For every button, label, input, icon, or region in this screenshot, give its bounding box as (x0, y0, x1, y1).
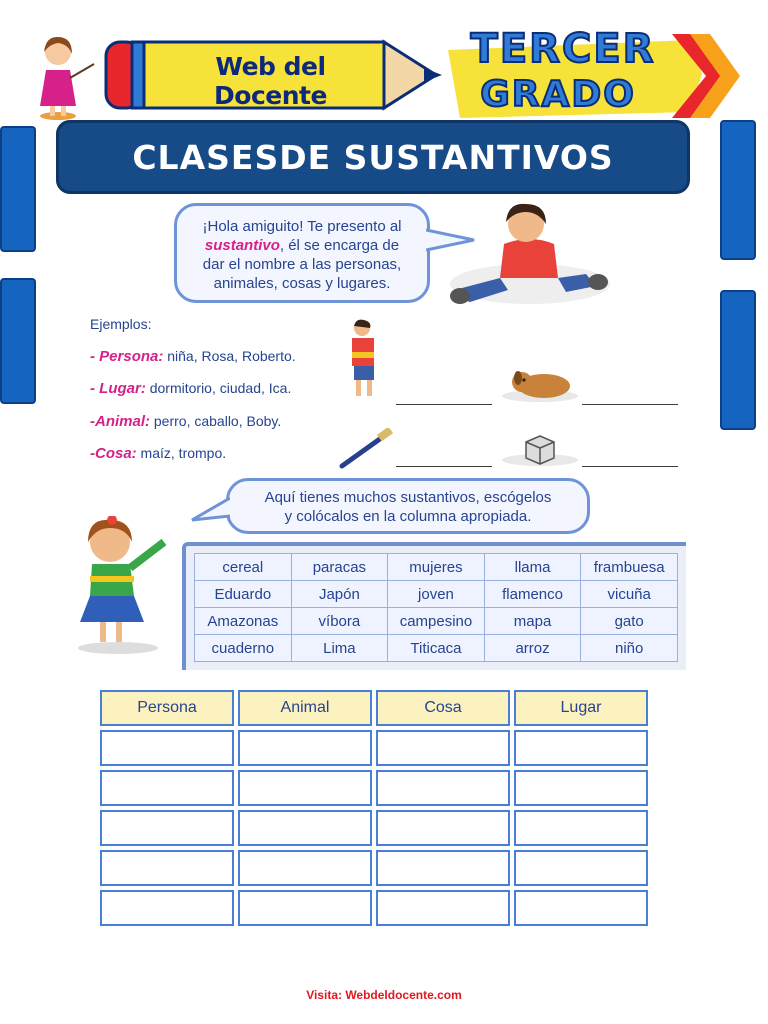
word-cell: vicuña (581, 581, 678, 608)
instructions-line-2: y colócalos en la columna apropiada. (284, 508, 532, 525)
answer-cell[interactable] (100, 810, 234, 846)
example-text: maíz, trompo. (136, 445, 227, 461)
example-cosa (90, 445, 226, 462)
child-illustration (346, 318, 382, 404)
example-label: - Persona: (90, 348, 164, 365)
answer-cell[interactable] (376, 890, 510, 926)
word-cell: cereal (195, 554, 292, 581)
intro-line-1: ¡Hola amiguito! Te presento al (202, 218, 402, 235)
intro-line-4: animales, cosas y lugares. (213, 275, 391, 292)
side-tab-left-bottom (0, 278, 36, 404)
example-animal (90, 413, 281, 430)
word-cell: cuaderno (195, 635, 292, 662)
word-cell: llama (484, 554, 581, 581)
word-cell: niño (581, 635, 678, 662)
table-row (195, 635, 678, 662)
side-tab-right-bottom (720, 290, 756, 430)
intro-line-3: dar el nombre a las personas, (202, 256, 402, 273)
page-title: CLASESDE SUSTANTIVOS (132, 137, 614, 177)
column-header-lugar: Lugar (514, 690, 648, 726)
intro-line-2-rest: , él se encarga de (279, 237, 400, 254)
answer-cell[interactable] (238, 890, 372, 926)
column-header-animal: Animal (238, 690, 372, 726)
answer-cell[interactable] (514, 730, 648, 766)
word-bank-table (194, 553, 678, 662)
answer-cell[interactable] (376, 810, 510, 846)
answer-cell[interactable] (100, 850, 234, 886)
bubble-tail-instructions (190, 494, 230, 526)
speech-bubble-intro (174, 203, 430, 303)
table-row (195, 554, 678, 581)
example-text: niña, Rosa, Roberto. (163, 348, 296, 364)
answer-cell[interactable] (514, 890, 648, 926)
table-row (195, 608, 678, 635)
word-cell: mujeres (388, 554, 485, 581)
word-cell: mapa (484, 608, 581, 635)
answer-cell[interactable] (514, 770, 648, 806)
word-cell: campesino (388, 608, 485, 635)
word-cell: frambuesa (581, 554, 678, 581)
teacher-illustration (28, 30, 98, 122)
highlight-word: sustantivo (204, 237, 280, 254)
example-text: perro, caballo, Boby. (150, 413, 282, 429)
grade-line-2: GRADO (480, 74, 636, 115)
column-header-cosa: Cosa (376, 690, 510, 726)
blank-line[interactable] (582, 404, 678, 405)
speech-bubble-instructions (226, 478, 590, 534)
blank-line[interactable] (582, 466, 678, 467)
answer-cell[interactable] (100, 770, 234, 806)
answer-cell[interactable] (238, 770, 372, 806)
word-cell: joven (388, 581, 485, 608)
answer-cell[interactable] (100, 730, 234, 766)
example-lugar (90, 380, 291, 397)
example-label: -Cosa: (90, 445, 137, 462)
title-banner (56, 120, 690, 194)
word-cell: paracas (291, 554, 388, 581)
table-row (100, 850, 648, 886)
answer-cell[interactable] (376, 850, 510, 886)
answer-cell[interactable] (376, 730, 510, 766)
intro-line-2 (177, 236, 427, 255)
girl-illustration (70, 516, 174, 656)
word-cell: arroz (484, 635, 581, 662)
answer-cell[interactable] (514, 850, 648, 886)
footer-link[interactable]: Visita: Webdeldocente.com (306, 988, 462, 1002)
table-row (195, 581, 678, 608)
word-cell: Japón (291, 581, 388, 608)
word-cell: Titicaca (388, 635, 485, 662)
instructions-line-1: Aquí tienes muchos sustantivos, escógelos (264, 489, 552, 506)
answer-cell[interactable] (514, 810, 648, 846)
table-row (100, 730, 648, 766)
boy-sitting-illustration (446, 198, 612, 310)
column-header-persona: Persona (100, 690, 234, 726)
example-label: -Animal: (90, 413, 150, 430)
logo-text: Web del Docente (214, 52, 327, 110)
answer-cell[interactable] (238, 810, 372, 846)
side-tab-right-top (720, 120, 756, 260)
blank-line[interactable] (396, 466, 492, 467)
word-cell: flamenco (484, 581, 581, 608)
cube-illustration (500, 426, 580, 468)
side-tab-left-top (0, 126, 36, 252)
answer-table (96, 686, 652, 930)
answer-cell[interactable] (100, 890, 234, 926)
answer-header-row (100, 690, 648, 726)
word-cell: Lima (291, 635, 388, 662)
dog-illustration (500, 364, 580, 404)
toothbrush-illustration (338, 428, 394, 470)
grade-line-1: TERCER (470, 26, 656, 72)
word-cell: gato (581, 608, 678, 635)
table-row (100, 810, 648, 846)
table-row (100, 890, 648, 926)
example-persona (90, 348, 296, 365)
examples-title: Ejemplos: (90, 316, 152, 332)
example-text: dormitorio, ciudad, Ica. (145, 380, 292, 396)
blank-line[interactable] (396, 404, 492, 405)
answer-cell[interactable] (376, 770, 510, 806)
answer-cell[interactable] (238, 730, 372, 766)
answer-cell[interactable] (238, 850, 372, 886)
word-cell: Amazonas (195, 608, 292, 635)
word-cell: víbora (291, 608, 388, 635)
word-cell: Eduardo (195, 581, 292, 608)
table-row (100, 770, 648, 806)
example-label: - Lugar: (90, 380, 146, 397)
